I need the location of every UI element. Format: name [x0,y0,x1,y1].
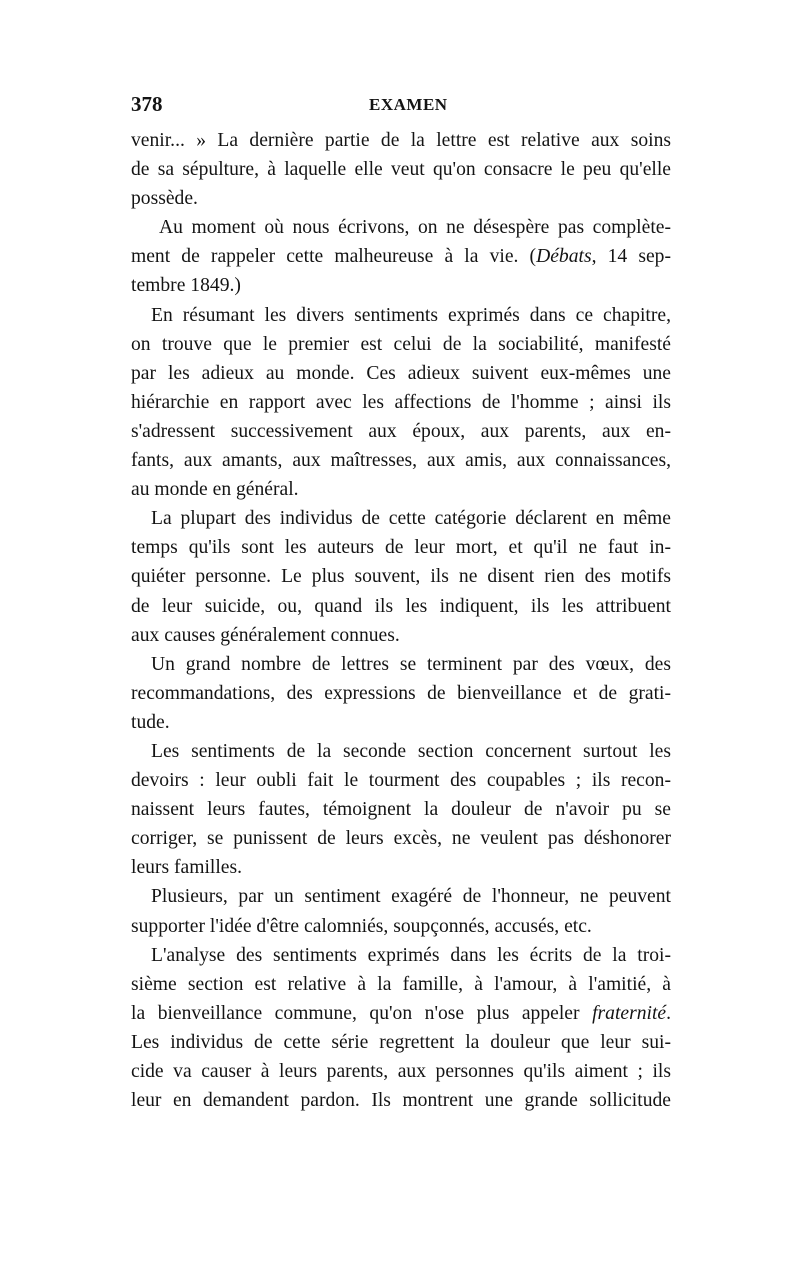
book-page [131,92,671,1115]
body-text [131,126,671,1115]
text-line: tude. [131,711,170,733]
text-line: En résumant les divers sentiments exprimés dans ce chapitre, [151,304,671,326]
text-line: Les sentiments de la seconde section concernent surtout les [151,740,671,762]
italic-term: fraternité [592,1002,667,1024]
running-head: EXAMEN [369,95,448,114]
text-line: par les adieux au monde. Ces adieux suivent eux-mêmes une [131,362,671,384]
text-line: on trouve que le premier est celui de la sociabilité, manifesté [131,333,671,355]
text-line: sième section est relative à la famille, à l'amour, à l'amitié, à [131,973,671,995]
text-line: naissent leurs fautes, témoignent la douleur de n'avoir pu se [131,799,671,821]
text-line: cide va causer à leurs parents, aux personnes qu'ils aiment ; ils [131,1061,671,1082]
text-line: recommandations, des expressions de bienveillance et de grati- [131,682,671,704]
text-line: s'adressent successivement aux époux, aux parents, aux en- [131,420,671,442]
text-line: Plusieurs, par un sentiment exagéré de l'honneur, ne peuvent [151,886,671,908]
italic-term: Débats [536,246,592,268]
text-line: devoirs : leur oubli fait le tourment des coupables ; ils recon- [131,770,671,792]
text-line: Un grand nombre de lettres se terminent par des vœux, des [151,653,671,675]
text-line: temps qu'ils sont les auteurs de leur mort, et qu'il ne faut in- [131,537,671,559]
text-line: leur en demandent pardon. Ils montrent une grande sollicitude [131,1090,671,1112]
text-line: aux causes généralement connues. [131,624,400,646]
text-line: L'analyse des sentiments exprimés dans les écrits de la troi- [151,944,671,966]
page-number: 378 [131,92,163,116]
text-line: au monde en général. [131,479,299,501]
text-line: Au moment où nous écrivons, on ne désespère pas complète- [159,217,671,239]
text-line: de sa sépulture, à laquelle elle veut qu'on consacre le peu qu'elle [131,159,671,181]
text-line: possède. [131,188,198,210]
text-line: la bienveillance commune, qu'on n'ose plus appeler fraternité. [131,1002,671,1024]
text-line: corriger, se punissent de leurs excès, ne veulent pas déshonorer [131,828,671,850]
text-line: Les individus de cette série regrettent la douleur que leur sui- [131,1031,671,1053]
text-line: supporter l'idée d'être calomniés, soupçonnés, accusés, etc. [131,915,592,937]
text-line: venir... » La dernière partie de la lettre est relative aux soins [131,130,671,151]
text-line: ment de rappeler cette malheureuse à la vie. (Débats, 14 sep- [131,246,671,268]
text-line: tembre 1849.) [131,275,241,297]
text-line: La plupart des individus de cette catégorie déclarent en même [151,508,671,530]
text-line: hiérarchie en rapport avec les affections de l'homme ; ainsi ils [131,391,671,413]
text-line: fants, aux amants, aux maîtresses, aux amis, aux connaissances, [131,450,671,472]
text-line: quiéter personne. Le plus souvent, ils ne disent rien des motifs [131,566,671,588]
page-header [131,92,671,122]
text-line: de leur suicide, ou, quand ils les indiquent, ils les attribuent [131,595,671,617]
text-line: leurs familles. [131,857,242,879]
